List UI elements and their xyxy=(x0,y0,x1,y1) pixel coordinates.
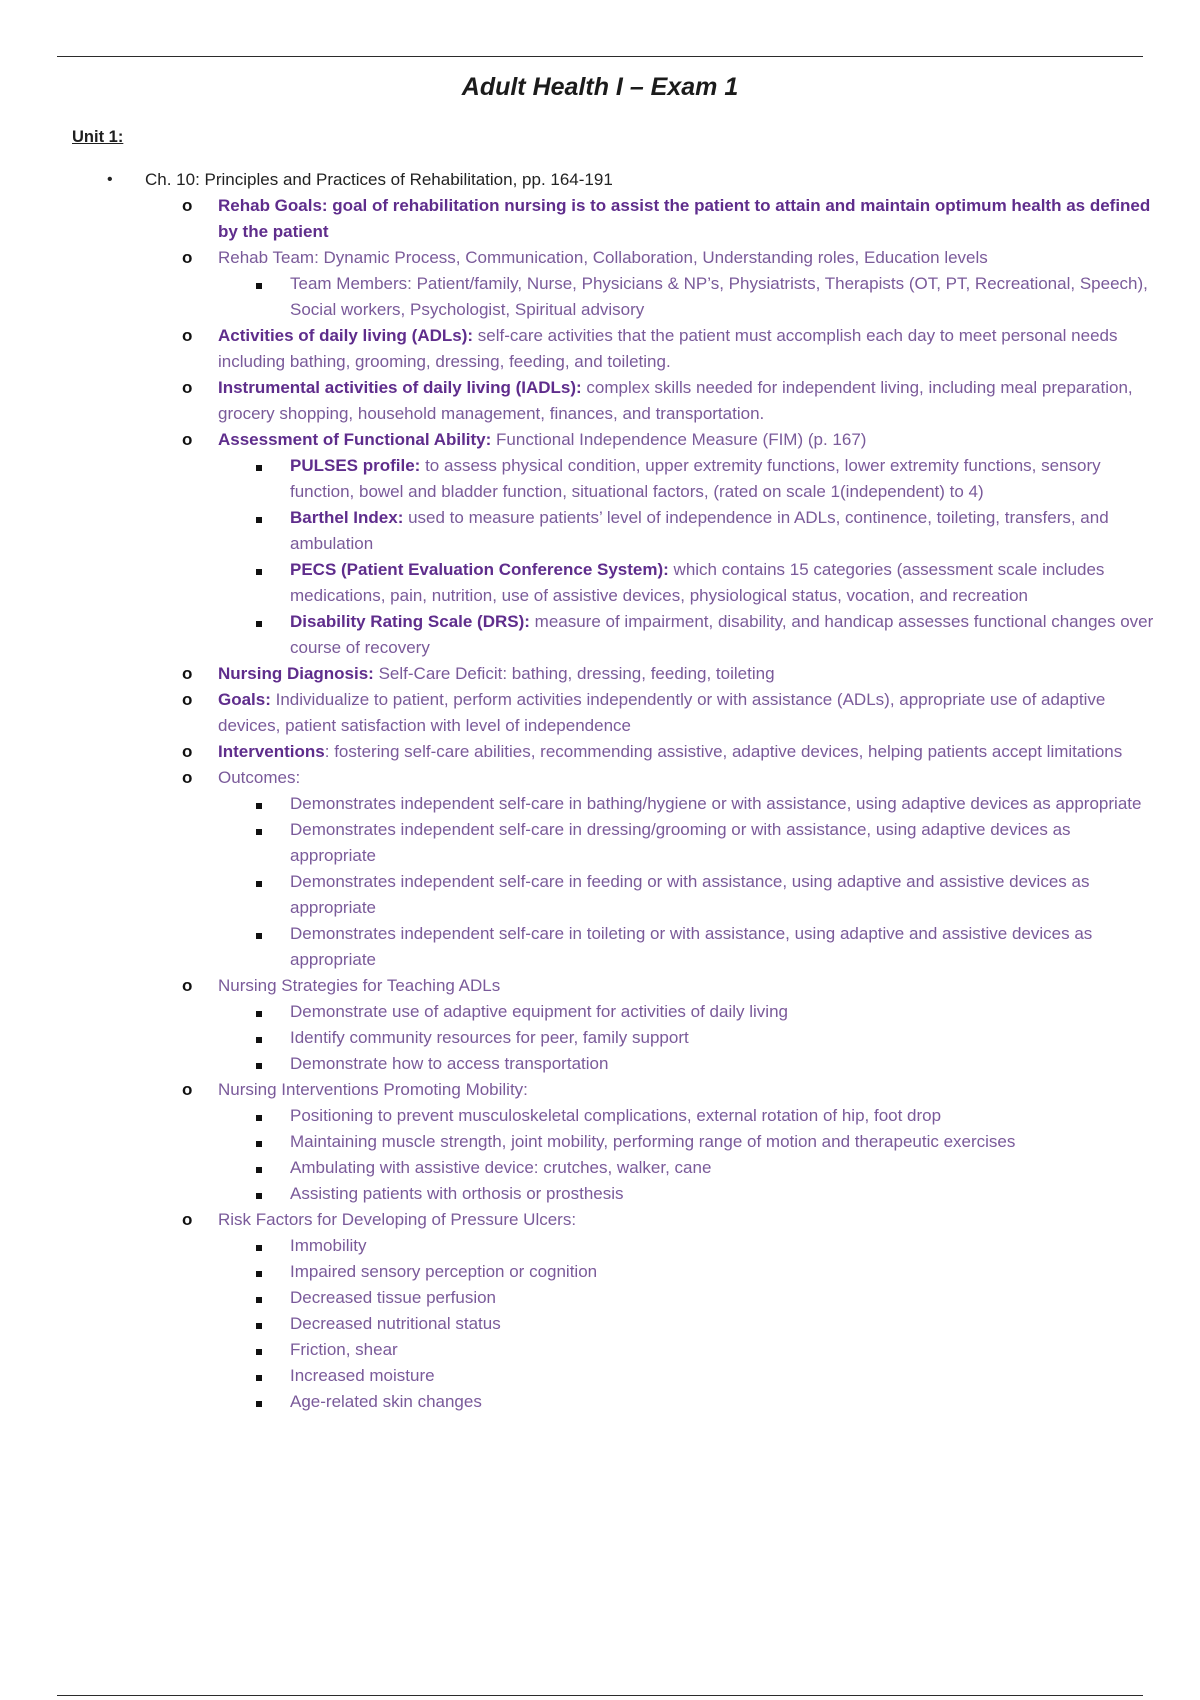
square-bullet-icon xyxy=(256,517,262,523)
list-item xyxy=(0,1363,1200,1389)
risk-text: Age-related skin changes xyxy=(290,1392,482,1411)
risk-heading: Risk Factors for Developing of Pressure Ulcers: xyxy=(218,1210,577,1229)
list-item xyxy=(0,1181,1200,1207)
square-bullet-icon xyxy=(256,1167,262,1173)
teaching-heading: Nursing Strategies for Teaching ADLs xyxy=(218,976,501,995)
list-item xyxy=(0,817,1200,869)
sub-marker: o xyxy=(182,378,193,397)
square-bullet-icon xyxy=(256,1141,262,1147)
pecs-text: which contains 15 categories (assessment scale includes medications, pain, nutrition, use of assistive devices, physiological status, vocation, and recreation xyxy=(290,560,1105,605)
pulses-text: to assess physical condition, upper extremity functions, lower extremity functions, sensory function, bowel and bladder function, situational factors, (rated on scale 1(independent) to 4) xyxy=(290,456,1101,501)
square-bullet-icon xyxy=(256,1297,262,1303)
pecs-term: PECS (Patient Evaluation Conference System): xyxy=(290,560,669,579)
barthel-term: Barthel Index: xyxy=(290,508,404,527)
risk-text: Decreased nutritional status xyxy=(290,1314,501,1333)
risk-item xyxy=(0,1207,1200,1233)
adls-term: Activities of daily living (ADLs): xyxy=(218,326,474,345)
document-body xyxy=(0,167,1200,1415)
square-bullet-icon xyxy=(256,1401,262,1407)
goals-term: Goals: xyxy=(218,690,271,709)
list-item xyxy=(0,1051,1200,1077)
square-bullet-icon xyxy=(256,465,262,471)
rehab-team-item xyxy=(0,245,1200,271)
team-members-text: Team Members: Patient/family, Nurse, Physicians & NP’s, Physiatrists, Therapists (OT, PT, Recreational, Speech), Social workers, Psychologist, Spiritual advisory xyxy=(290,274,1148,319)
goals-text: Individualize to patient, perform activities independently or with assistance (ADLs), appropriate use of adaptive devices, patient satisfaction with level of independence xyxy=(218,690,1106,735)
sub-marker: o xyxy=(182,430,193,449)
list-item xyxy=(0,1337,1200,1363)
assessment-term: Assessment of Functional Ability: xyxy=(218,430,492,449)
pulses-item xyxy=(0,453,1200,505)
square-bullet-icon xyxy=(256,569,262,575)
assessment-text: Functional Independence Measure (FIM) (p. 167) xyxy=(491,430,867,449)
sub-marker: o xyxy=(182,326,193,345)
outcomes-item xyxy=(0,765,1200,791)
iadls-term: Instrumental activities of daily living (IADLs): xyxy=(218,378,582,397)
pecs-item xyxy=(0,557,1200,609)
rehab-goals-item xyxy=(0,193,1200,245)
list-item xyxy=(0,1103,1200,1129)
drs-text: measure of impairment, disability, and handicap assesses functional changes over course of recovery xyxy=(290,612,1154,657)
risk-text: Immobility xyxy=(290,1236,367,1255)
square-bullet-icon xyxy=(256,933,262,939)
outcome-text: Demonstrates independent self-care in bathing/hygiene or with assistance, using adaptive devices as appropriate xyxy=(290,794,1142,813)
square-bullet-icon xyxy=(256,1193,262,1199)
risk-text: Impaired sensory perception or cognition xyxy=(290,1262,598,1281)
list-item xyxy=(0,1259,1200,1285)
interventions-text: : fostering self-care abilities, recommending assistive, adaptive devices, helping patients accept limitations xyxy=(324,742,1123,761)
list-item xyxy=(0,1155,1200,1181)
drs-term: Disability Rating Scale (DRS): xyxy=(290,612,530,631)
mobility-text: Ambulating with assistive device: crutches, walker, cane xyxy=(290,1158,712,1177)
assessment-item xyxy=(0,427,1200,453)
outcome-text: Demonstrates independent self-care in dressing/grooming or with assistance, using adaptive devices as appropriate xyxy=(290,820,1071,865)
page-title: Adult Health I – Exam 1 xyxy=(461,73,739,101)
sub-marker: o xyxy=(182,1080,193,1099)
unit-heading: Unit 1: xyxy=(72,128,124,146)
sub-marker: o xyxy=(182,664,193,683)
mobility-text: Maintaining muscle strength, joint mobility, performing range of motion and therapeutic exercises xyxy=(290,1132,1016,1151)
square-bullet-icon xyxy=(256,1115,262,1121)
list-item xyxy=(0,1311,1200,1337)
square-bullet-icon xyxy=(256,1063,262,1069)
square-bullet-icon xyxy=(256,1245,262,1251)
sub-marker: o xyxy=(182,976,193,995)
square-bullet-icon xyxy=(256,803,262,809)
square-bullet-icon xyxy=(256,283,262,289)
list-item xyxy=(0,1129,1200,1155)
list-item xyxy=(0,869,1200,921)
interventions-item xyxy=(0,739,1200,765)
risk-text: Decreased tissue perfusion xyxy=(290,1288,497,1307)
sub-marker: o xyxy=(182,196,193,215)
mobility-item xyxy=(0,1077,1200,1103)
list-item xyxy=(0,1389,1200,1415)
chapter-item xyxy=(0,167,1200,193)
bottom-rule xyxy=(57,1695,1143,1696)
sub-marker: o xyxy=(182,690,193,709)
risk-text: Friction, shear xyxy=(290,1340,398,1359)
iadls-item xyxy=(0,375,1200,427)
square-bullet-icon xyxy=(256,1271,262,1277)
adls-item xyxy=(0,323,1200,375)
teaching-item xyxy=(0,973,1200,999)
list-item xyxy=(0,1025,1200,1051)
square-bullet-icon xyxy=(256,621,262,627)
barthel-item xyxy=(0,505,1200,557)
square-bullet-icon xyxy=(256,829,262,835)
adls-text: self-care activities that the patient must accomplish each day to meet personal needs including bathing, grooming, dressing, feeding, and toileting. xyxy=(218,326,1118,371)
teaching-text: Demonstrate how to access transportation xyxy=(290,1054,609,1073)
rehab-team-text: Rehab Team: Dynamic Process, Communication, Collaboration, Understanding roles, Education levels xyxy=(218,248,988,267)
iadls-text: complex skills needed for independent living, including meal preparation, grocery shopping, household management, finances, and transportation. xyxy=(218,378,1133,423)
mobility-text: Positioning to prevent musculoskeletal complications, external rotation of hip, foot drop xyxy=(290,1106,942,1125)
square-bullet-icon xyxy=(256,1349,262,1355)
mobility-text: Assisting patients with orthosis or prosthesis xyxy=(290,1184,624,1203)
goals-item xyxy=(0,687,1200,739)
list-item xyxy=(0,791,1200,817)
square-bullet-icon xyxy=(256,1375,262,1381)
drs-item xyxy=(0,609,1200,661)
nursing-diagnosis-term: Nursing Diagnosis: xyxy=(218,664,374,683)
teaching-text: Demonstrate use of adaptive equipment for activities of daily living xyxy=(290,1002,788,1021)
pulses-term: PULSES profile: xyxy=(290,456,421,475)
mobility-heading: Nursing Interventions Promoting Mobility: xyxy=(218,1080,528,1099)
teaching-text: Identify community resources for peer, family support xyxy=(290,1028,689,1047)
sub-marker: o xyxy=(182,1210,193,1229)
top-rule xyxy=(57,56,1143,57)
list-item xyxy=(0,1285,1200,1311)
sub-marker: o xyxy=(182,248,193,267)
square-bullet-icon xyxy=(256,1011,262,1017)
rehab-goals-text: Rehab Goals: goal of rehabilitation nursing is to assist the patient to attain and maintain optimum health as defined by the patient xyxy=(218,196,1151,241)
square-bullet-icon xyxy=(256,1037,262,1043)
list-item xyxy=(0,921,1200,973)
bullet-marker: • xyxy=(107,171,113,188)
outcomes-heading: Outcomes: xyxy=(218,768,301,787)
square-bullet-icon xyxy=(256,1323,262,1329)
nursing-diagnosis-text: Self-Care Deficit: bathing, dressing, feeding, toileting xyxy=(373,664,775,683)
outcome-text: Demonstrates independent self-care in toileting or with assistance, using adaptive and assistive devices as appropriate xyxy=(290,924,1093,969)
sub-marker: o xyxy=(182,768,193,787)
outcome-text: Demonstrates independent self-care in feeding or with assistance, using adaptive and assistive devices as appropriate xyxy=(290,872,1090,917)
chapter-text: Ch. 10: Principles and Practices of Rehabilitation, pp. 164-191 xyxy=(145,170,613,189)
barthel-text: used to measure patients’ level of independence in ADLs, continence, toileting, transfers, and ambulation xyxy=(290,508,1109,553)
team-members-item xyxy=(0,271,1200,323)
risk-text: Increased moisture xyxy=(290,1366,435,1385)
list-item xyxy=(0,999,1200,1025)
nursing-diagnosis-item xyxy=(0,661,1200,687)
interventions-term: Interventions xyxy=(218,742,325,761)
sub-marker: o xyxy=(182,742,193,761)
square-bullet-icon xyxy=(256,881,262,887)
list-item xyxy=(0,1233,1200,1259)
